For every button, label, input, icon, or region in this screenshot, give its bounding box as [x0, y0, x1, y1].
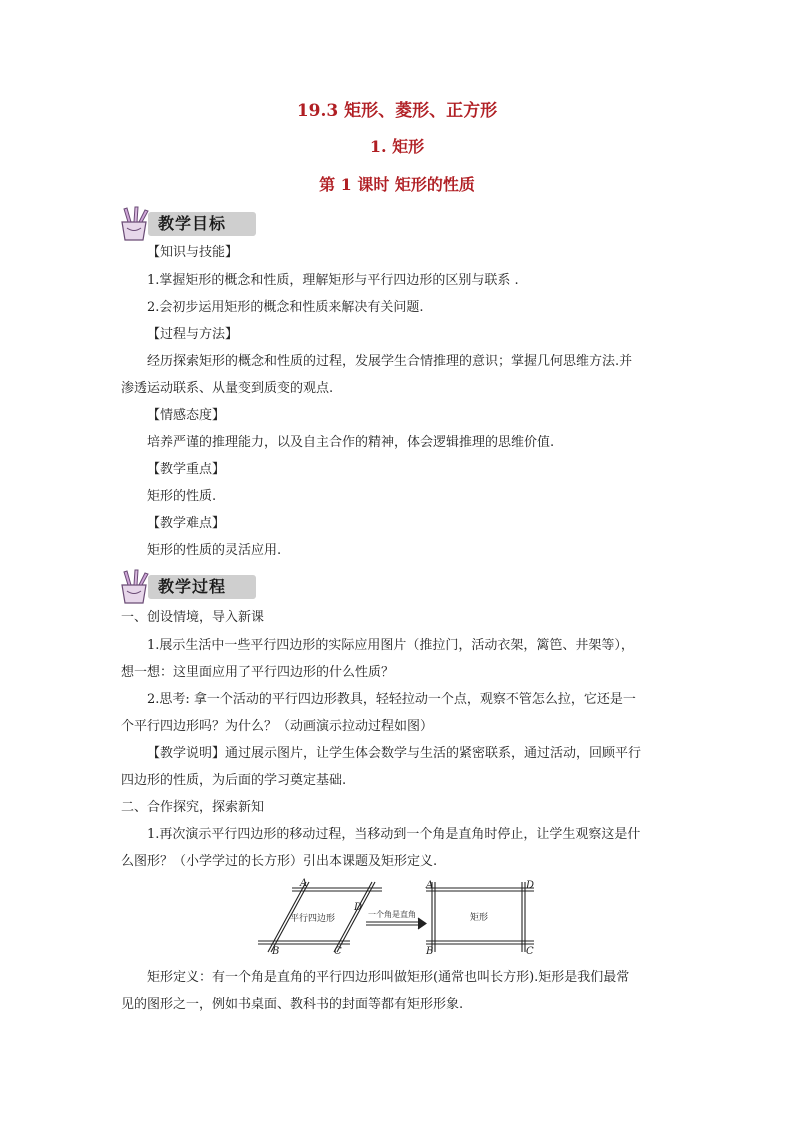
note-line1: 【教学说明】通过展示图片，让学生体会数学与生活的紧密联系，通过活动，回顾平行 — [147, 746, 642, 761]
section-title: 19.3 矩形、菱形、正方形 — [296, 101, 498, 121]
rect-point-a: A — [426, 880, 434, 891]
p1-item1-line2: 想一想：这里面应用了平行四边形的什么性质？ — [121, 665, 395, 680]
method-text-1: 经历探索矩形的概念和性质的过程，发展学生合情推理的意识；掌握几何思维方法.并 — [147, 354, 633, 369]
subsection-title: 1. 矩形 — [369, 137, 425, 156]
pencil-cup-icon — [118, 569, 152, 605]
knowledge-heading: 【知识与技能】 — [147, 245, 239, 260]
p2-item1-line1: 1.再次演示平行四边形的移动过程，当移动到一个角是直角时停止，让学生观察这是什 — [147, 827, 641, 842]
para-point-c: C — [334, 946, 342, 956]
method-text-2: 渗透运动联系、从量变到质变的观点. — [121, 381, 334, 396]
rect-point-d: D — [526, 880, 535, 891]
note-line2: 四边形的性质，为后面的学习奠定基础. — [121, 773, 347, 788]
knowledge-item-1: 1.掌握矩形的概念和性质，理解矩形与平行四边形的区别与联系 . — [147, 273, 519, 288]
definition-line1: 矩形定义：有一个角是直角的平行四边形叫做矩形(通常也叫长方形).矩形是我们最常 — [147, 970, 630, 985]
rect-point-c: C — [526, 946, 534, 956]
p1-item2-line2: 个平行四边形吗？为什么？（动画演示拉动过程如图） — [121, 719, 434, 734]
method-heading: 【过程与方法】 — [147, 327, 239, 342]
rect-label: 矩形 — [470, 913, 489, 923]
rect-point-b: B — [426, 946, 434, 956]
part1-heading: 一、创设情境，导入新课 — [121, 610, 265, 625]
parallelogram-to-rectangle-figure — [250, 878, 550, 956]
teaching-goals-badge — [118, 206, 258, 242]
part2-heading: 二、合作探究，探索新知 — [121, 800, 265, 815]
difficulty-heading: 【教学难点】 — [147, 516, 226, 531]
pencil-cup-icon — [118, 206, 152, 242]
para-point-b: B — [272, 946, 280, 956]
teaching-process-badge — [118, 569, 258, 605]
para-right-edge — [334, 882, 372, 952]
p2-item1-line2: 么图形？（小学学过的长方形）引出本课题及矩形定义. — [121, 854, 438, 869]
transform-arrowhead — [418, 918, 426, 929]
arrow-label: 一个角是直角 — [368, 910, 416, 919]
p1-item1-line1: 1.展示生活中一些平行四边形的实际应用图片（推拉门，活动衣架，篱笆、井架等）， — [147, 638, 634, 653]
para-label: 平行四边形 — [290, 914, 336, 924]
definition-line2: 见的图形之一，例如书桌面、教科书的封面等都有矩形形象. — [121, 997, 464, 1012]
focus-text: 矩形的性质. — [147, 489, 217, 504]
difficulty-text: 矩形的性质的灵活应用. — [147, 543, 282, 558]
teaching-goals-label: 教学目标 — [148, 212, 256, 236]
teaching-process-label: 教学过程 — [148, 575, 256, 599]
focus-heading: 【教学重点】 — [147, 462, 226, 477]
para-point-d: D — [354, 902, 363, 913]
lesson-title: 第 1 课时 矩形的性质 — [319, 175, 475, 194]
attitude-text: 培养严谨的推理能力，以及自主合作的精神，体会逻辑推理的思维价值. — [147, 435, 555, 450]
para-point-a: A — [300, 878, 308, 889]
attitude-heading: 【情感态度】 — [147, 408, 226, 423]
p1-item2-line1: 2.思考: 拿一个活动的平行四边形教具，轻轻拉动一个点，观察不管怎么拉，它还是一 — [147, 692, 636, 707]
knowledge-item-2: 2.会初步运用矩形的概念和性质来解决有关问题. — [147, 300, 424, 315]
